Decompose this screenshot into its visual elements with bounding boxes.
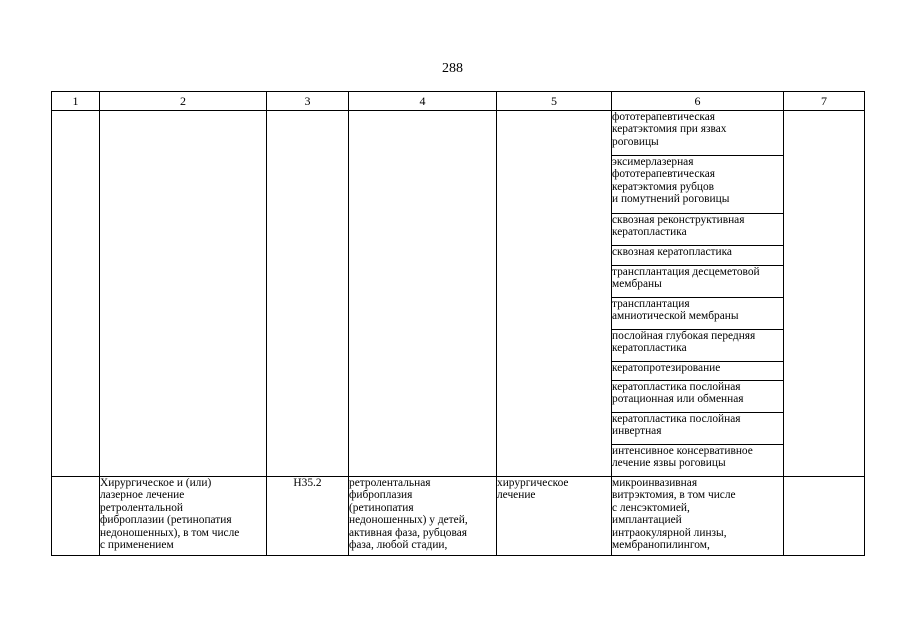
row2-col6: микроинвазивная витрэктомия, в том числе с ленсэктомией, имплантацией интраокулярной линзы, мембранопилингом, <box>612 477 784 556</box>
method-text: кератопластика послойная инвертная <box>612 413 741 438</box>
method-cell <box>612 330 784 362</box>
header-col-3: 3 <box>267 92 349 111</box>
procedures-table <box>51 91 865 556</box>
page-number: 288 <box>442 61 463 76</box>
method-text: послойная глубокая передняя кератопластика <box>612 330 756 355</box>
row2-col2: Хирургическое и (или) лазерное лечение ретролентальной фиброплазии (ретинопатия недоношенных), в том числе с применением <box>100 477 267 556</box>
row2-col4: ретролентальная фиброплазия (ретинопатия недоношенных) у детей, активная фаза, рубцовая фаза, любой стадии, <box>349 477 497 556</box>
table-row <box>52 477 865 556</box>
method-cell <box>612 266 784 298</box>
group1-col5 <box>497 111 612 477</box>
row2-col3: H35.2 <box>267 477 349 556</box>
method-text: трансплантация амниотической мембраны <box>612 298 739 323</box>
row2-col7 <box>784 477 865 556</box>
method-cell <box>612 362 784 381</box>
method-cell <box>612 445 784 477</box>
header-col-6: 6 <box>612 92 784 111</box>
method-text: фототерапевтическая кератэктомия при язвах роговицы <box>612 111 727 148</box>
method-cell <box>612 111 784 156</box>
method-cell <box>612 156 784 214</box>
header-col-4: 4 <box>349 92 497 111</box>
method-cell <box>612 246 784 266</box>
row2-col1 <box>52 477 100 556</box>
method-text: сквозная реконструктивная кератопластика <box>612 214 745 239</box>
group1-col7 <box>784 111 865 477</box>
header-col-7: 7 <box>784 92 865 111</box>
method-text: интенсивное консервативное лечение язвы роговицы <box>612 445 753 470</box>
header-row <box>52 92 865 111</box>
method-cell <box>612 214 784 246</box>
group1-col2 <box>100 111 267 477</box>
method-text: кератопротезирование <box>612 362 721 374</box>
method-text: сквозная кератопластика <box>612 246 732 258</box>
method-text: кератопластика послойная ротационная или обменная <box>612 381 744 406</box>
method-cell <box>612 413 784 445</box>
header-col-1: 1 <box>52 92 100 111</box>
method-cell <box>612 298 784 330</box>
method-text: эксимерлазерная фототерапевтическая кератэктомия рубцов и помутнений роговицы <box>612 156 730 206</box>
header-col-5: 5 <box>497 92 612 111</box>
row2-col5: хирургическое лечение <box>497 477 612 556</box>
header-col-2: 2 <box>100 92 267 111</box>
table-row <box>52 111 865 156</box>
method-text: трансплантация десцеметовой мембраны <box>612 266 760 291</box>
group1-col3 <box>267 111 349 477</box>
method-cell <box>612 381 784 413</box>
group1-col4 <box>349 111 497 477</box>
group1-col1 <box>52 111 100 477</box>
